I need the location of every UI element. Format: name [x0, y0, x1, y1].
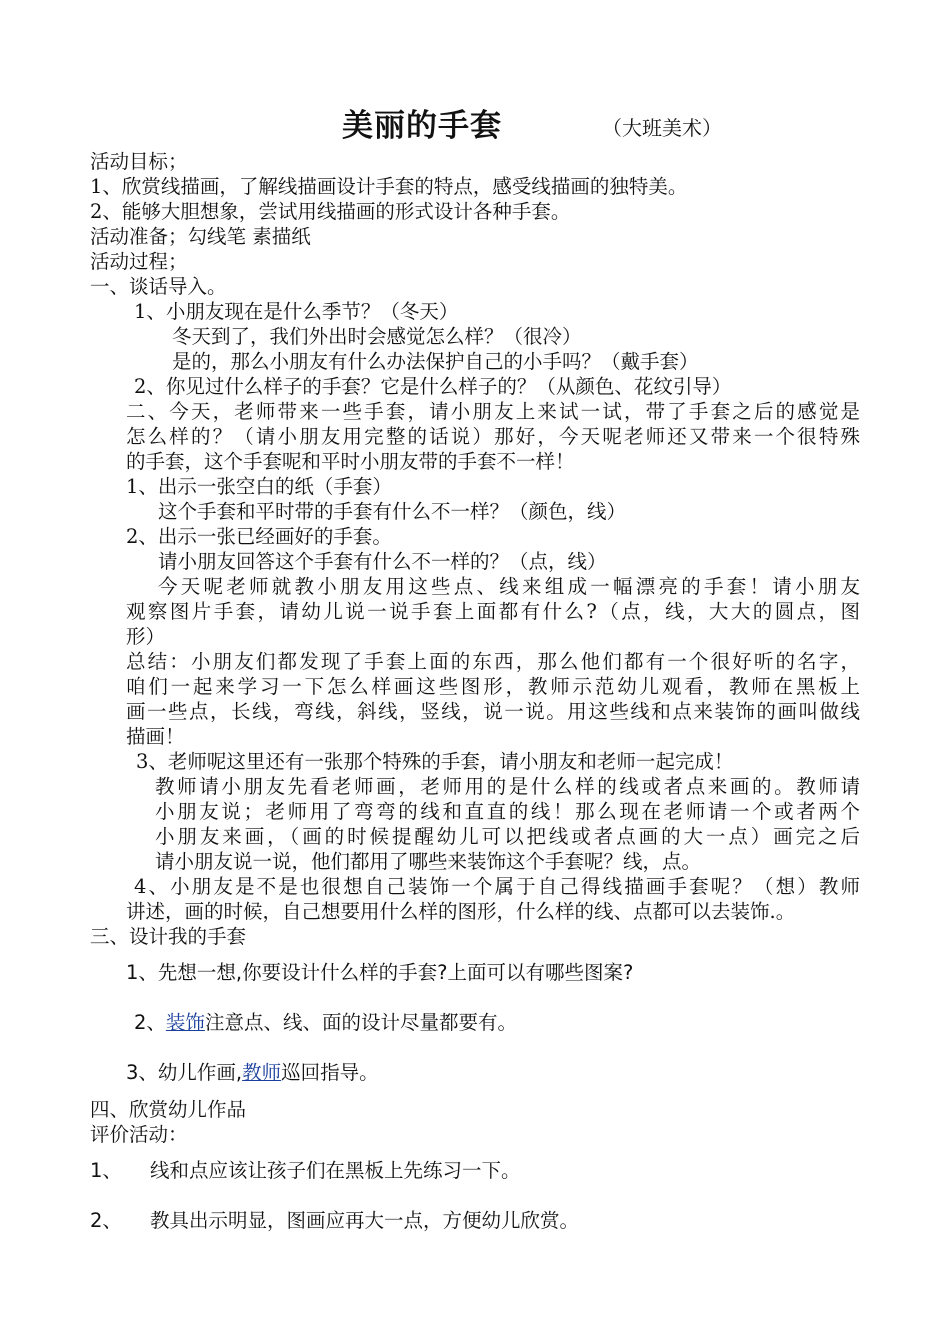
- step-3-text: 3、幼儿作画,: [126, 1061, 243, 1084]
- paragraph-line: 的手套，这个手套呢和平时小朋友带的手套不一样！: [126, 450, 575, 473]
- paragraph-line: 1、小朋友现在是什么季节？（冬天）: [134, 300, 459, 323]
- step-3-tail: 巡回指导。: [281, 1061, 379, 1084]
- evaluation-heading: 评价活动：: [90, 1123, 188, 1146]
- step-2-number: 2、: [134, 1011, 166, 1034]
- evaluation-2-number: 2、: [90, 1209, 122, 1232]
- paragraph-line: 3、老师呢这里还有一张那个特殊的手套，请小朋友和老师一起完成！: [136, 750, 734, 773]
- section-1-heading: 一、谈话导入。: [90, 275, 227, 298]
- teacher-link[interactable]: 教师: [242, 1061, 282, 1084]
- paragraph-line: 讲述，画的时候，自己想要用什么样的图形，什么样的线、点都可以去装饰.。: [126, 900, 796, 923]
- objective-1: 1、欣赏线描画，了解线描画设计手套的特点，感受线描画的独特美。: [90, 175, 688, 198]
- evaluation-1-number: 1、: [90, 1159, 122, 1182]
- paragraph-line: 小朋友来画，（画的时候提醒幼儿可以把线或者点画的大一点）画完之后: [155, 825, 860, 848]
- paragraph-line: 这个手套和平时带的手套有什么不一样？（颜色，线）: [158, 500, 627, 523]
- paragraph-line: 4、小朋友是不是也很想自己装饰一个属于自己得线描画手套呢？（想）教师: [134, 875, 860, 898]
- paragraph-line: 请小朋友回答这个手套有什么不一样的？（点，线）: [158, 550, 607, 573]
- paragraph-line: 2、你见过什么样子的手套？它是什么样子的？（从颜色、花纹引导）: [134, 375, 732, 398]
- section-4-heading: 四、欣赏幼儿作品: [90, 1098, 247, 1121]
- page-title: 美丽的手套: [342, 108, 502, 144]
- decoration-link[interactable]: 装饰: [165, 1011, 205, 1034]
- paragraph-line: 2、出示一张已经画好的手套。: [126, 525, 392, 548]
- paragraph-line: 总结：小朋友们都发现了手套上面的东西，那么他们都有一个很好听的名字，: [126, 650, 860, 673]
- paragraph-line: 怎么样的？（请小朋友用完整的话说）那好，今天呢老师还又带来一个很特殊: [126, 425, 860, 448]
- evaluation-1-text: 线和点应该让孩子们在黑板上先练习一下。: [150, 1159, 521, 1182]
- paragraph-line: 咱们一起来学习一下怎么样画这些图形，教师示范幼儿观看，教师在黑板上: [126, 675, 860, 698]
- title-row: [0, 100, 950, 148]
- design-step-2: [134, 1010, 517, 1035]
- step-2-text: 注意点、线、面的设计尽量都要有。: [204, 1011, 517, 1034]
- objective-2: 2、能够大胆想象，尝试用线描画的形式设计各种手套。: [90, 200, 571, 223]
- paragraph-line: 观察图片手套，请幼儿说一说手套上面都有什么?（点，线，大大的圆点，图: [126, 600, 860, 623]
- paragraph-line: 描画！: [126, 725, 185, 748]
- paragraph-line: 冬天到了，我们外出时会感觉怎么样？（很冷）: [172, 325, 582, 348]
- section-3-heading: 三、设计我的手套: [90, 925, 247, 948]
- design-step-3: [126, 1060, 379, 1085]
- paragraph-line: 教师请小朋友先看老师画，老师用的是什么样的线或者点来画的。教师请: [155, 775, 860, 798]
- paragraph-line: 二、今天，老师带来一些手套，请小朋友上来试一试，带了手套之后的感觉是: [126, 400, 860, 423]
- paragraph-line: 请小朋友说一说，他们都用了哪些来装饰这个手套呢？线，点。: [155, 850, 702, 873]
- paragraph-line: 小朋友说；老师用了弯弯的线和直直的线！那么现在老师请一个或者两个: [155, 800, 860, 823]
- page-subtitle: （大班美术）: [602, 116, 722, 140]
- paragraph-line: 是的，那么小朋友有什么办法保护自己的小手吗？（戴手套）: [172, 350, 699, 373]
- process-heading: 活动过程；: [90, 250, 188, 273]
- paragraph-line: 1、出示一张空白的纸（手套）: [126, 475, 392, 498]
- preparation: 活动准备；勾线笔 素描纸: [90, 225, 311, 248]
- paragraph-line: 形）: [126, 625, 166, 648]
- design-step-1: 1、先想一想,你要设计什么样的手套?上面可以有哪些图案?: [126, 961, 634, 984]
- paragraph-line: 今天呢老师就教小朋友用这些点、线来组成一幅漂亮的手套！请小朋友: [158, 575, 860, 598]
- evaluation-2-text: 教具出示明显，图画应再大一点，方便幼儿欣赏。: [150, 1209, 580, 1232]
- paragraph-line: 画一些点，长线，弯线，斜线，竖线，说一说。用这些线和点来装饰的画叫做线: [126, 700, 860, 723]
- objectives-heading: 活动目标；: [90, 150, 188, 173]
